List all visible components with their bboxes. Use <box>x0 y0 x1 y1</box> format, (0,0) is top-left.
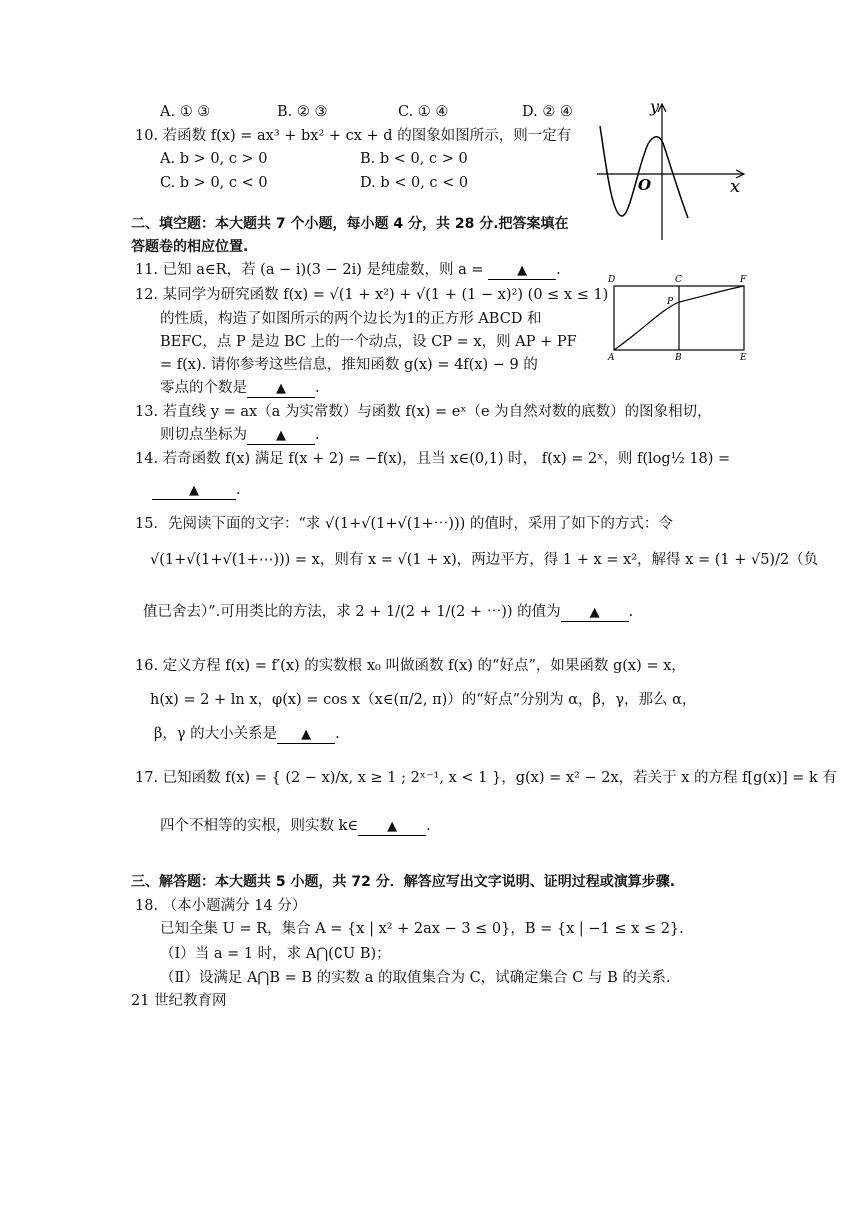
q12-line3: BEFC，点 P 是边 BC 上的一个动点，设 CP = x，则 AP + PF <box>160 334 577 350</box>
q12-period: . <box>315 380 320 396</box>
q17-answer-blank[interactable] <box>358 819 426 836</box>
q12-line5 <box>160 380 320 398</box>
q10-option-a: A. b > 0, c > 0 <box>160 151 268 167</box>
q15-line3-text: 值已舍去）”.可用类比的方法，求 2 + 1/(2 + 1/(2 + ⋯)) 的值为 <box>143 604 561 620</box>
q14-line2 <box>152 482 241 500</box>
q11-blank-mark: ▲ <box>517 263 528 278</box>
q12-line4: = f(x). 请你参考这些信息，推知函数 g(x) = 4f(x) − 9 的 <box>160 357 538 373</box>
q18-line3: （Ⅱ）设满足 A⋂B = B 的实数 a 的取值集合为 C，试确定集合 C 与 B 的关系. <box>160 970 671 986</box>
q10-origin-label: O <box>638 176 652 194</box>
q18-line2: （Ⅰ）当 a = 1 时，求 A⋂(∁U B)； <box>160 946 391 962</box>
q9-option-a: A. ① ③ <box>160 104 211 120</box>
q12-label-f: F <box>740 275 747 285</box>
q11-answer-blank[interactable] <box>488 263 556 280</box>
q17-period: . <box>426 818 431 834</box>
q10-stem: 10. 若函数 f(x) = ax³ + bx² + cx + d 的图象如图所示，则一定有 <box>135 128 572 144</box>
q13-period: . <box>315 427 320 443</box>
q17-line1: 17. 已知函数 f(x) = { (2 − x)/x, x ≥ 1 ; 2ˣ⁻¹, x < 1 }，g(x) = x² − 2x，若关于 x 的方程 f[g(x)] = k 有 <box>135 770 837 786</box>
q13-line1: 13. 若直线 y = ax（a 为实常数）与函数 f(x) = eˣ（e 为自然对数的底数）的图象相切， <box>135 404 712 420</box>
q15-line2: √(1+√(1+√(1+⋯))) = x，则有 x = √(1 + x)，两边平方，得 1 + x = x²，解得 x = (1 + √5)/2（负 <box>150 552 819 568</box>
q12-line1: 12. 某同学为研究函数 f(x) = √(1 + x²) + √(1 + (1 − x)²) (0 ≤ x ≤ 1) <box>135 287 609 303</box>
q10-cubic-graph <box>592 96 752 246</box>
q10-option-b: B. b < 0, c > 0 <box>360 151 468 167</box>
q9-option-c: C. ① ④ <box>398 104 449 120</box>
q14-line1: 14. 若奇函数 f(x) 满足 f(x + 2) = −f(x)，且当 x∈(0,1) 时， f(x) = 2ˣ，则 f(log½ 18) = <box>135 451 731 467</box>
q13-line2 <box>160 427 320 445</box>
q16-blank-mark: ▲ <box>301 727 312 742</box>
q10-y-axis-label: y <box>650 97 660 116</box>
q15-blank-mark: ▲ <box>589 605 600 620</box>
section3-heading: 三、解答题：本大题共 5 小题，共 72 分．解答应写出文字说明、证明过程或演算步骤. <box>131 874 676 890</box>
q17-line2-text: 四个不相等的实根，则实数 k∈ <box>160 818 359 834</box>
q12-label-e: E <box>740 353 747 363</box>
q16-period: . <box>335 726 340 742</box>
q14-blank-mark: ▲ <box>189 483 199 498</box>
q11-stem: 11. 已知 a∈R，若 (a − i)(3 − 2i) 是纯虚数，则 a = <box>135 262 489 278</box>
q12-answer-blank[interactable] <box>247 381 315 398</box>
q15-period: . <box>628 604 634 620</box>
q13-blank-mark: ▲ <box>276 428 286 443</box>
q12-label-b: B <box>675 353 682 363</box>
q12-label-d: D <box>608 275 616 285</box>
q12-line2: 的性质，构造了如图所示的两个边长为1的正方形 ABCD 和 <box>160 311 542 327</box>
q12-label-p: P <box>667 297 674 307</box>
q15-line3 <box>143 604 633 622</box>
q14-period: . <box>236 482 241 498</box>
q10-x-axis-label: x <box>730 176 741 197</box>
q16-line1: 16. 定义方程 f(x) = f′(x) 的实数根 x₀ 叫做函数 f(x) 的“好点”，如果函数 g(x) = x， <box>135 658 686 674</box>
q12-label-a: A <box>608 353 615 363</box>
section2-heading-line2: 答题卷的相应位置. <box>131 239 249 255</box>
q16-line2: h(x) = 2 + ln x，φ(x) = cos x（x∈(π/2, π)）的“好点”分别为 α，β，γ，那么 α， <box>150 692 697 708</box>
q12-squares-figure <box>604 274 754 364</box>
q17-line2 <box>160 818 431 836</box>
q14-answer-blank[interactable] <box>152 483 236 500</box>
q9-option-d: D. ② ④ <box>522 104 573 120</box>
q17-blank-mark: ▲ <box>387 819 398 834</box>
q10-option-c: C. b > 0, c < 0 <box>160 175 268 191</box>
q13-answer-blank[interactable] <box>247 428 315 445</box>
q12-label-c: C <box>675 275 682 285</box>
q13-line2-text: 则切点坐标为 <box>160 427 247 443</box>
q12-line5-text: 零点的个数是 <box>160 380 247 396</box>
footer-source: 21 世纪教育网 <box>131 993 227 1009</box>
q15-answer-blank[interactable] <box>561 605 629 622</box>
q16-answer-blank[interactable] <box>277 727 335 744</box>
section2-heading-line1: 二、填空题：本大题共 7 个小题，每小题 4 分，共 28 分.把答案填在 <box>131 216 569 232</box>
q11-period: . <box>556 262 561 278</box>
q16-line3-text: β，γ 的大小关系是 <box>154 726 278 742</box>
q10-option-d: D. b < 0, c < 0 <box>360 175 469 191</box>
q18-head: 18. （本小题满分 14 分） <box>135 898 307 914</box>
q11-line <box>135 262 561 280</box>
q15-line1: 15．先阅读下面的文字：“求 √(1+√(1+√(1+⋯))) 的值时，采用了如下的方式：令 <box>135 516 673 532</box>
q18-line1: 已知全集 U = R，集合 A = {x | x² + 2ax − 3 ≤ 0}，B = {x | −1 ≤ x ≤ 2}. <box>160 921 684 937</box>
q12-blank-mark: ▲ <box>276 381 286 396</box>
q16-line3 <box>154 726 340 744</box>
q9-option-b: B. ② ③ <box>277 104 328 120</box>
